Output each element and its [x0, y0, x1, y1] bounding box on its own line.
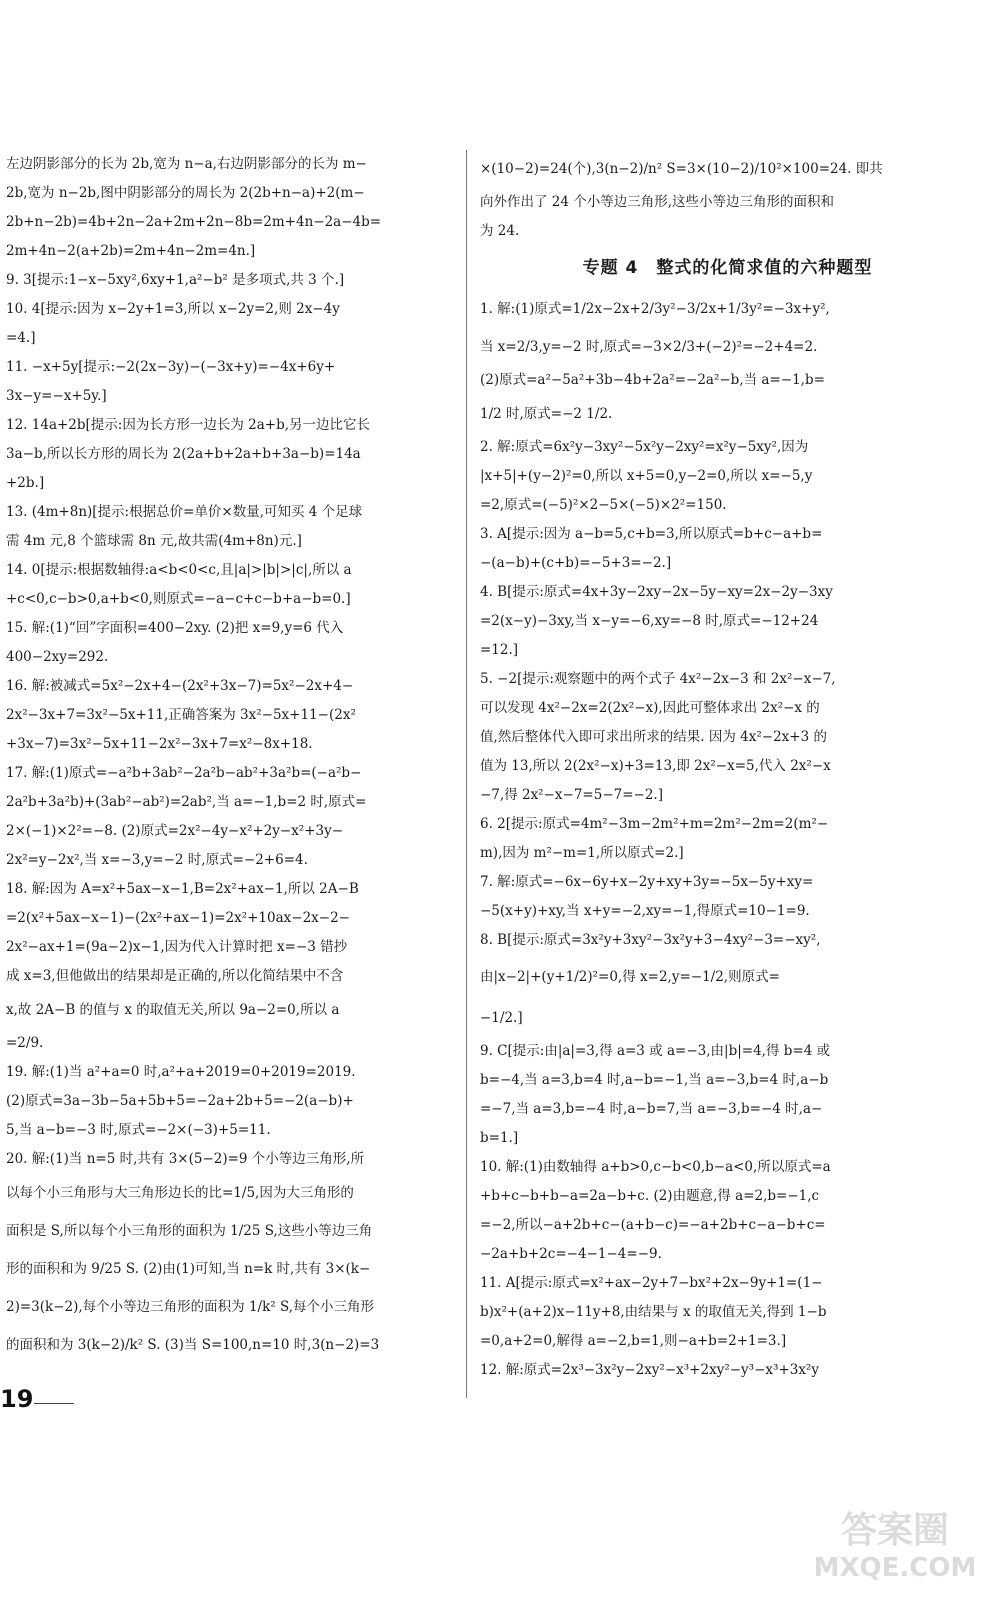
- text-line: 20. 解:(1)当 n=5 时,共有 3×(5−2)=9 个小等边三角形,所: [6, 1151, 365, 1167]
- text-line: −7,得 2x²−x−7=5−7=−2.]: [480, 787, 663, 803]
- text-line: 3a−b,所以长方形的周长为 2(2a+b+2a+b+3a−b)=14a: [6, 446, 361, 462]
- text-line: 2×(−1)×2²=−8. (2)原式=2x²−4y−x²+2y−x²+3y−: [6, 823, 344, 839]
- text-line: 的面积和为 3(k−2)/k² S. (3)当 S=100,n=10 时,3(n−2)=3: [6, 1337, 380, 1353]
- text-line: 左边阴影部分的长为 2b,宽为 n−a,右边阴影部分的长为 m−: [6, 156, 367, 172]
- text-line: x,故 2A−B 的值与 x 的取值无关,所以 9a−2=0,所以 a: [6, 1002, 340, 1018]
- text-line: 5,当 a−b=−3 时,原式=−2×(−3)+5=11.: [6, 1122, 271, 1138]
- text-line: 向外作出了 24 个小等边三角形,这些小等边三角形的面积和: [480, 194, 835, 210]
- text-line: =0,a+2=0,解得 a=−2,b=1,则−a+b=2+1=3.]: [480, 1333, 787, 1349]
- text-line: −(a−b)+(c+b)=−5+3=−2.]: [480, 555, 672, 571]
- text-line: =−7,当 a=3,b=−4 时,a−b=7,当 a=−3,b=−4 时,a−: [480, 1101, 823, 1117]
- text-line: b)x²+(a+2)x−11y+8,由结果与 x 的取值无关,得到 1−b: [480, 1304, 827, 1320]
- text-line: 2a²b+3a²b)+(3ab²−ab²)=2ab²,当 a=−1,b=2 时,原式=: [6, 794, 367, 810]
- text-line: (2)原式=3a−3b−5a+5b+5=−2a+2b+5=−2(a−b)+: [6, 1093, 354, 1109]
- text-line: 以每个小三角形与大三角形边长的比=1/5,因为大三角形的: [6, 1185, 354, 1201]
- text-line: 3. A[提示:因为 a−b=5,c+b=3,所以原式=b+c−a+b=: [480, 526, 823, 542]
- text-line: =2(x²+5ax−x−1)−(2x²+ax−1)=2x²+10ax−2x−2−: [6, 910, 350, 926]
- text-line: 9. 3[提示:1−x−5xy²,6xy+1,a²−b² 是多项式,共 3 个.]: [6, 272, 345, 288]
- text-line: =−2,所以−a+2b+c−(a+b−c)=−a+2b+c−a−b+c=: [480, 1217, 826, 1233]
- text-line: b=1.]: [480, 1130, 519, 1146]
- column-divider: [466, 150, 467, 1398]
- page-number-rule: [34, 1403, 74, 1404]
- text-line: 由|x−2|+(y+1/2)²=0,得 x=2,y=−1/2,则原式=: [480, 969, 780, 985]
- watermark-text: 答案圈: [840, 1510, 950, 1551]
- text-line: 2m+4n−2(a+2b)=2m+4n−2m=4n.]: [6, 243, 256, 259]
- text-line: =4.]: [6, 330, 36, 346]
- text-line: 2b,宽为 n−2b,图中阴影部分的周长为 2(2b+n−a)+2(m−: [6, 185, 365, 201]
- text-line: 值,然后整体代入即可求出所求的结果. 因为 4x²−2x+3 的: [480, 729, 827, 745]
- text-line: 12. 解:原式=2x³−3x²y−2xy²−x³+2xy²−y³−x³+3x²y: [480, 1362, 819, 1378]
- watermark-logo: [807, 1496, 982, 1586]
- text-line: 13. (4m+8n)[提示:根据总价=单价×数量,可知买 4 个足球: [6, 504, 363, 520]
- text-line: 10. 4[提示:因为 x−2y+1=3,所以 x−2y=2,则 2x−4y: [6, 301, 340, 317]
- text-line: 15. 解:(1)“回”字面积=400−2xy. (2)把 x=9,y=6 代入: [6, 620, 344, 636]
- text-line: 可以发现 4x²−2x=2(2x²−x),因此可整体求出 2x²−x 的: [480, 700, 820, 716]
- text-line: b=−4,当 a=3,b=4 时,a−b=−1,当 a=−3,b=4 时,a−b: [480, 1072, 829, 1088]
- text-line: 值为 13,所以 2(2x²−x)+3=13,即 2x²−x=5,代入 2x²−x: [480, 758, 831, 774]
- text-line: 2x²−ax+1=(9a−2)x−1,因为代入计算时把 x=−3 错抄: [6, 939, 348, 955]
- text-line: −5(x+y)+xy,当 x+y=−2,xy=−1,得原式=10−1=9.: [480, 903, 810, 919]
- text-line: 14. 0[提示:根据数轴得:a<b<0<c,且|a|>|b|>|c|,所以 a: [6, 562, 352, 578]
- text-line: 11. −x+5y[提示:−2(2x−3y)−(−3x+y)=−4x+6y+: [6, 359, 336, 375]
- text-line: 6. 2[提示:原式=4m²−3m−2m²+m=2m²−2m=2(m²−: [480, 816, 829, 832]
- text-line: 1. 解:(1)原式=1/2x−2x+2/3y²−3/2x+1/3y²=−3x+y²,: [480, 301, 830, 317]
- text-line: 为 24.: [480, 223, 520, 239]
- text-line: −1/2.]: [480, 1010, 523, 1026]
- text-line: 11. A[提示:原式=x²+ax−2y+7−bx²+2x−9y+1=(1−: [480, 1275, 823, 1291]
- text-line: 2x²=y−2x²,当 x=−3,y=−2 时,原式=−2+6=4.: [6, 852, 308, 868]
- text-line: 面积是 S,所以每个小三角形的面积为 1/25 S,这些小等边三角: [6, 1223, 373, 1239]
- text-line: 1/2 时,原式=−2 1/2.: [480, 406, 613, 422]
- text-line: =2(x−y)−3xy,当 x−y=−6,xy=−8 时,原式=−12+24: [480, 613, 819, 629]
- text-line: =12.]: [480, 642, 519, 658]
- page-number: 19: [0, 1385, 34, 1413]
- text-line: 400−2xy=292.: [6, 649, 109, 665]
- text-line: 2b+n−2b)=4b+2n−2a+2m+2n−8b=2m+4n−2a−4b=: [6, 214, 382, 230]
- text-line: +c<0,c−b>0,a+b<0,则原式=−a−c+c−b+a−b=0.]: [6, 591, 351, 607]
- text-line: 16. 解:被减式=5x²−2x+4−(2x²+3x−7)=5x²−2x+4−: [6, 678, 354, 694]
- text-line: 10. 解:(1)由数轴得 a+b>0,c−b<0,b−a<0,所以原式=a: [480, 1159, 831, 1175]
- text-line: 形的面积和为 9/25 S. (2)由(1)可知,当 n=k 时,共有 3×(k−: [6, 1261, 371, 1277]
- text-line: 2x²−3x+7=3x²−5x+11,正确答案为 3x²−5x+11−(2x²: [6, 707, 356, 723]
- text-line: (2)原式=a²−5a²+3b−4b+2a²=−2a²−b,当 a=−1,b=: [480, 372, 825, 388]
- text-line: 2)=3(k−2),每个小等边三角形的面积为 1/k² S,每个小三角形: [6, 1299, 375, 1315]
- text-line: 19. 解:(1)当 a²+a=0 时,a²+a+2019=0+2019=2019.: [6, 1064, 356, 1080]
- text-line: 12. 14a+2b[提示:因为长方形一边长为 2a+b,另一边比它长: [6, 417, 371, 433]
- text-line: =2/9.: [6, 1035, 44, 1051]
- text-line: 17. 解:(1)原式=−a²b+3ab²−2a²b−ab²+3a²b=(−a²b−: [6, 765, 362, 781]
- text-line: 4. B[提示:原式=4x+3y−2xy−2x−5y−xy=2x−2y−3xy: [480, 584, 833, 600]
- text-line: m),因为 m²−m=1,所以原式=2.]: [480, 845, 684, 861]
- right-column: [480, 150, 975, 1385]
- text-line: =2,原式=(−5)²×2−5×(−5)×2²=150.: [480, 497, 727, 513]
- text-line: 需 4m 元,8 个篮球需 8n 元,故共需(4m+8n)元.]: [6, 533, 302, 549]
- text-line: 18. 解:因为 A=x²+5ax−x−1,B=2x²+ax−1,所以 2A−B: [6, 881, 359, 897]
- text-line: 7. 解:原式=−6x−6y+x−2y+xy+3y=−5x−5y+xy=: [480, 874, 814, 890]
- text-line: −2a+b+2c=−4−1−4=−9.: [480, 1246, 662, 1262]
- text-line: 2. 解:原式=6x²y−3xy²−5x²y−2xy²=x²y−5xy²,因为: [480, 439, 809, 455]
- watermark-url: MXQE.COM: [813, 1553, 977, 1583]
- text-line: +b+c−b+b−a=2a−b+c. (2)由题意,得 a=2,b=−1,c: [480, 1188, 820, 1204]
- text-line: 5. −2[提示:观察题中的两个式子 4x²−2x−3 和 2x²−x−7,: [480, 671, 836, 687]
- left-column: [6, 150, 458, 1364]
- text-line: 成 x=3,但他做出的结果却是正确的,所以化简结果中不含: [6, 968, 344, 984]
- text-line: ×(10−2)=24(个),3(n−2)/n² S=3×(10−2)/10²×100=24. 即共: [480, 161, 883, 177]
- text-line: 3x−y=−x+5y.]: [6, 388, 107, 404]
- section-heading: 专题 4 整式的化简求值的六种题型: [582, 258, 873, 278]
- text-line: |x+5|+(y−2)²=0,所以 x+5=0,y−2=0,所以 x=−5,y: [480, 468, 813, 484]
- text-line: 9. C[提示:由|a|=3,得 a=3 或 a=−3,由|b|=4,得 b=4 或: [480, 1043, 831, 1059]
- text-line: 当 x=2/3,y=−2 时,原式=−3×2/3+(−2)²=−2+4=2.: [480, 339, 818, 355]
- text-line: +3x−7)=3x²−5x+11−2x²−3x+7=x²−8x+18.: [6, 736, 313, 752]
- text-line: +2b.]: [6, 475, 45, 491]
- text-line: 8. B[提示:原式=3x²y+3xy²−3x²y+3−4xy²−3=−xy²,: [480, 932, 821, 948]
